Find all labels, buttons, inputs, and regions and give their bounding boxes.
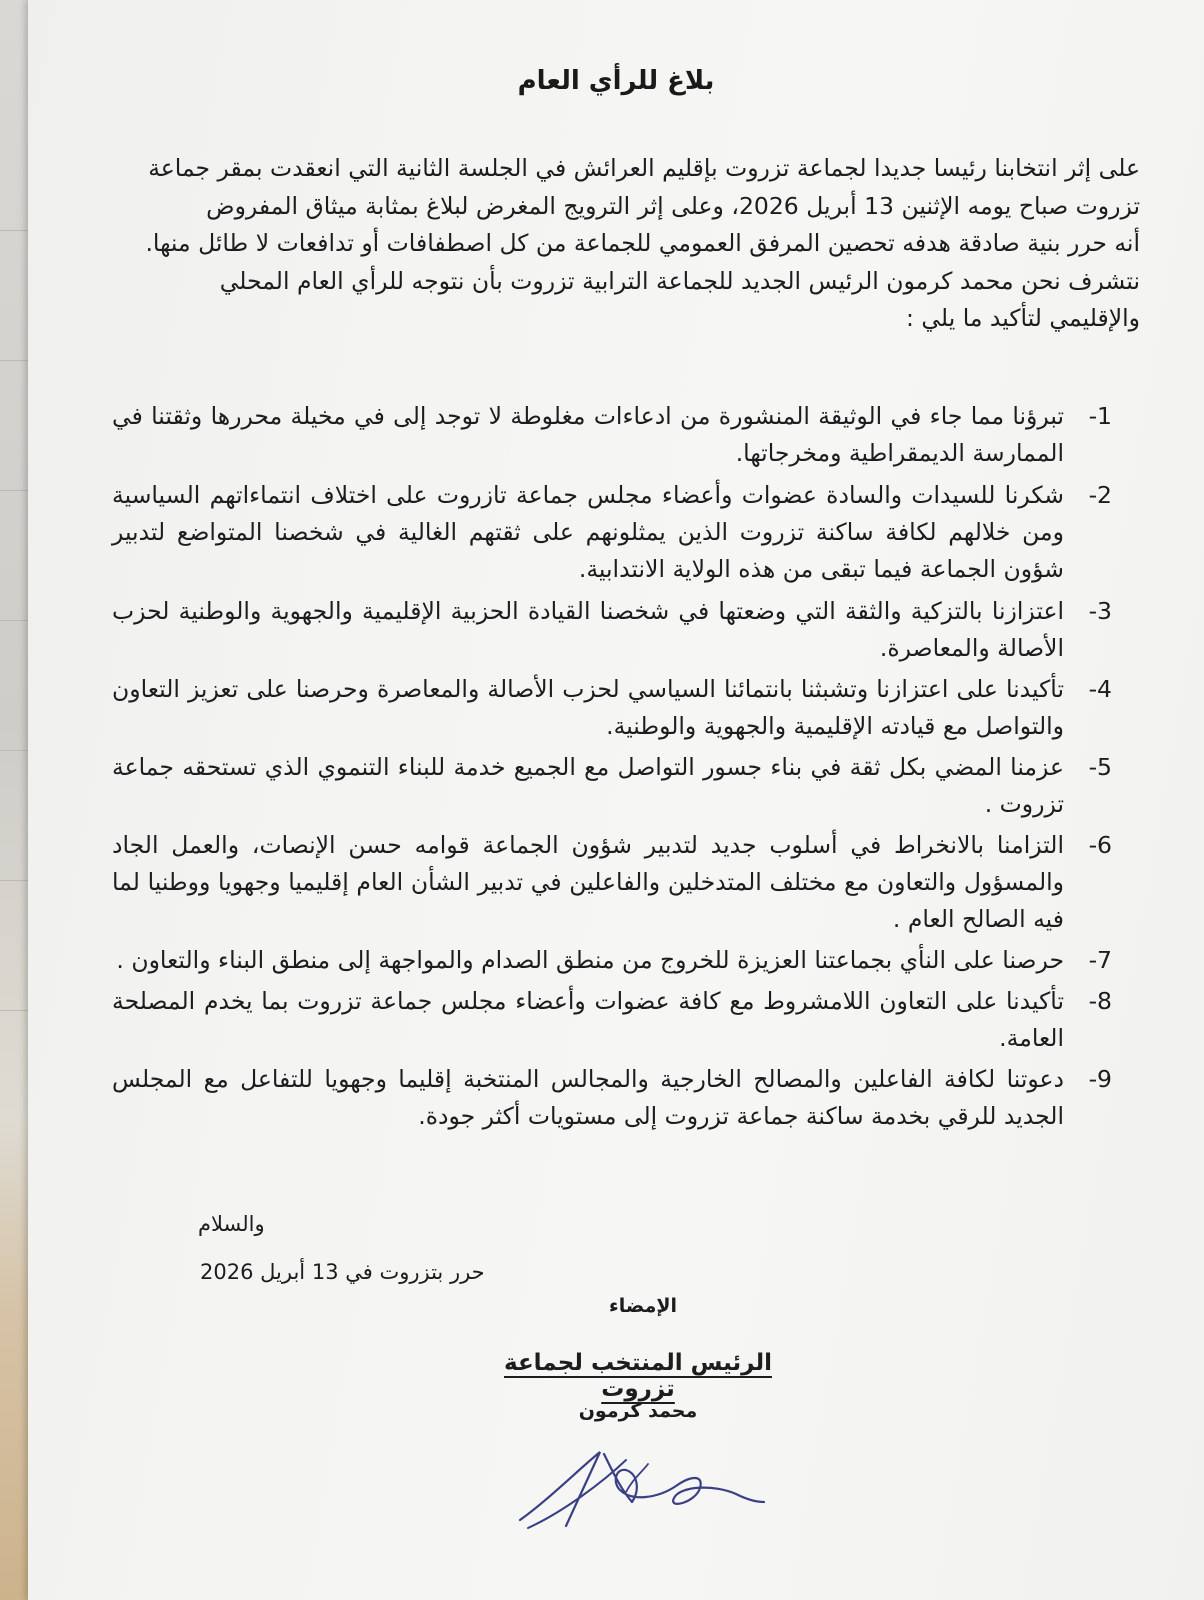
wall-tile [0,110,30,231]
wall-tile [0,230,30,361]
wall-tile [0,880,30,1011]
item-number: 3- [1088,597,1112,625]
list-item [112,983,1112,1057]
list-item [112,827,1112,938]
item-text: حرصنا على النأي بجماعتنا العزيزة للخروج من منطق الصدام والمواجهة إلى منطق البناء والتعاون . [116,946,1064,974]
document [28,0,1204,1600]
intro-line: أنه حرر بنية صادقة هدفه تحصين المرفق العمومي للجماعة من كل اصطفافات أو تدافعات لا طائل منها. [145,229,1140,257]
wall-tile [0,490,30,621]
list-item [112,671,1112,745]
intro-paragraph [140,150,1140,338]
item-text: تأكيدنا على اعتزازنا وتشبثنا بانتمائنا السياسي لحزب الأصالة والمعاصرة وحرصنا على تعزيز التعاون والتواصل مع قيادته الإقليمية والجهوية والوطنية. [112,675,1064,740]
wall-tile [0,360,30,491]
list-item [112,477,1112,588]
item-number: 4- [1088,675,1112,703]
president-name: محمد كرمون [578,1400,698,1422]
item-number: 7- [1088,946,1112,974]
list-item [112,942,1112,979]
item-text: التزامنا بالانخراط في أسلوب جديد لتدبير شؤون الجماعة قوامه حسن الإنصات، والعمل الجاد والمسؤول والتعاون مع مختلف المتدخلين والفاعلين في تدبير الشأن العام إقليميا وجهويا ووطنيا لما فيه الصالح العام . [112,831,1064,933]
item-text: دعوتنا لكافة الفاعلين والمصالح الخارجية والمجالس المنتخبة إقليما وجهويا للتفاعل مع المجلس الجديد للرقي بخدمة ساكنة جماعة تزروت إلى مستويات أكثر جودة. [112,1065,1064,1130]
item-number: 2- [1088,481,1112,509]
intro-line: والإقليمي لتأكيد ما يلي : [905,304,1140,332]
handwritten-signature [508,1430,788,1550]
wall-tile [0,620,30,751]
document-title: بلاغ للرأي العام [517,66,715,96]
background-wall [0,0,30,1600]
item-number: 9- [1088,1065,1112,1093]
paper-sheet [28,0,1204,1600]
president-title: الرئيس المنتخب لجماعة تزروت [504,1350,772,1402]
intro-line: تزروت صباح يومه الإثنين 13 أبريل 2026، وعلى إثر الترويج المغرض لبلاغ بمثابة ميثاق المفروض [206,191,1140,220]
wall-tile [0,750,30,881]
item-number: 5- [1088,753,1112,781]
place-date: حرر بتزروت في 13 أبريل 2026 [200,1260,485,1284]
item-text: تبرؤنا مما جاء في الوثيقة المنشورة من ادعاءات مغلوطة لا توجد إلى في مخيلة محررها وثقتنا في الممارسة الديمقراطية ومخرجاتها. [112,402,1064,467]
list-item [112,398,1112,472]
declaration-list [112,398,1112,1135]
item-text: شكرنا للسيدات والسادة عضوات وأعضاء مجلس جماعة تازروت على اختلاف انتماءاتهم السياسية ومن خلالهم لكافة ساكنة تزروت الذين يمثلونهم على ثقتهم الغالية في شخصنا المتواضع لتدبير شؤون الجماعة فيما تبقى من هذه الولاية الانتدابية. [112,481,1064,583]
item-number: 8- [1088,987,1112,1015]
item-text: اعتزازنا بالتزكية والثقة التي وضعتها في شخصنا القيادة الحزبية الإقليمية والجهوية والوطنية لحزب الأصالة والمعاصرة. [112,597,1064,662]
list-item [112,749,1112,823]
intro-line: نتشرف نحن محمد كرمون الرئيس الجديد للجماعة الترابية تزروت بأن نتوجه للرأي العام المحلي [219,266,1140,295]
item-number: 6- [1088,831,1112,859]
intro-line: على إثر انتخابنا رئيسا جديدا لجماعة تزروت بإقليم العرائش في الجلسة الثانية التي انعقدت بمقر جماعة [148,154,1140,182]
list-item [112,593,1112,667]
item-text: تأكيدنا على التعاون اللامشروط مع كافة عضوات وأعضاء مجلس جماعة تزروت بما يخدم المصلحة العامة. [112,987,1064,1052]
item-number: 1- [1088,402,1112,430]
item-text: عزمنا المضي بكل ثقة في بناء جسور التواصل مع الجميع خدمة للبناء التنموي الذي تستحقه جماعة تزروت . [112,753,1064,818]
list-item [112,1061,1112,1135]
closing-salutation: والسلام [198,1212,265,1236]
signature-label: الإمضاء [609,1295,677,1317]
